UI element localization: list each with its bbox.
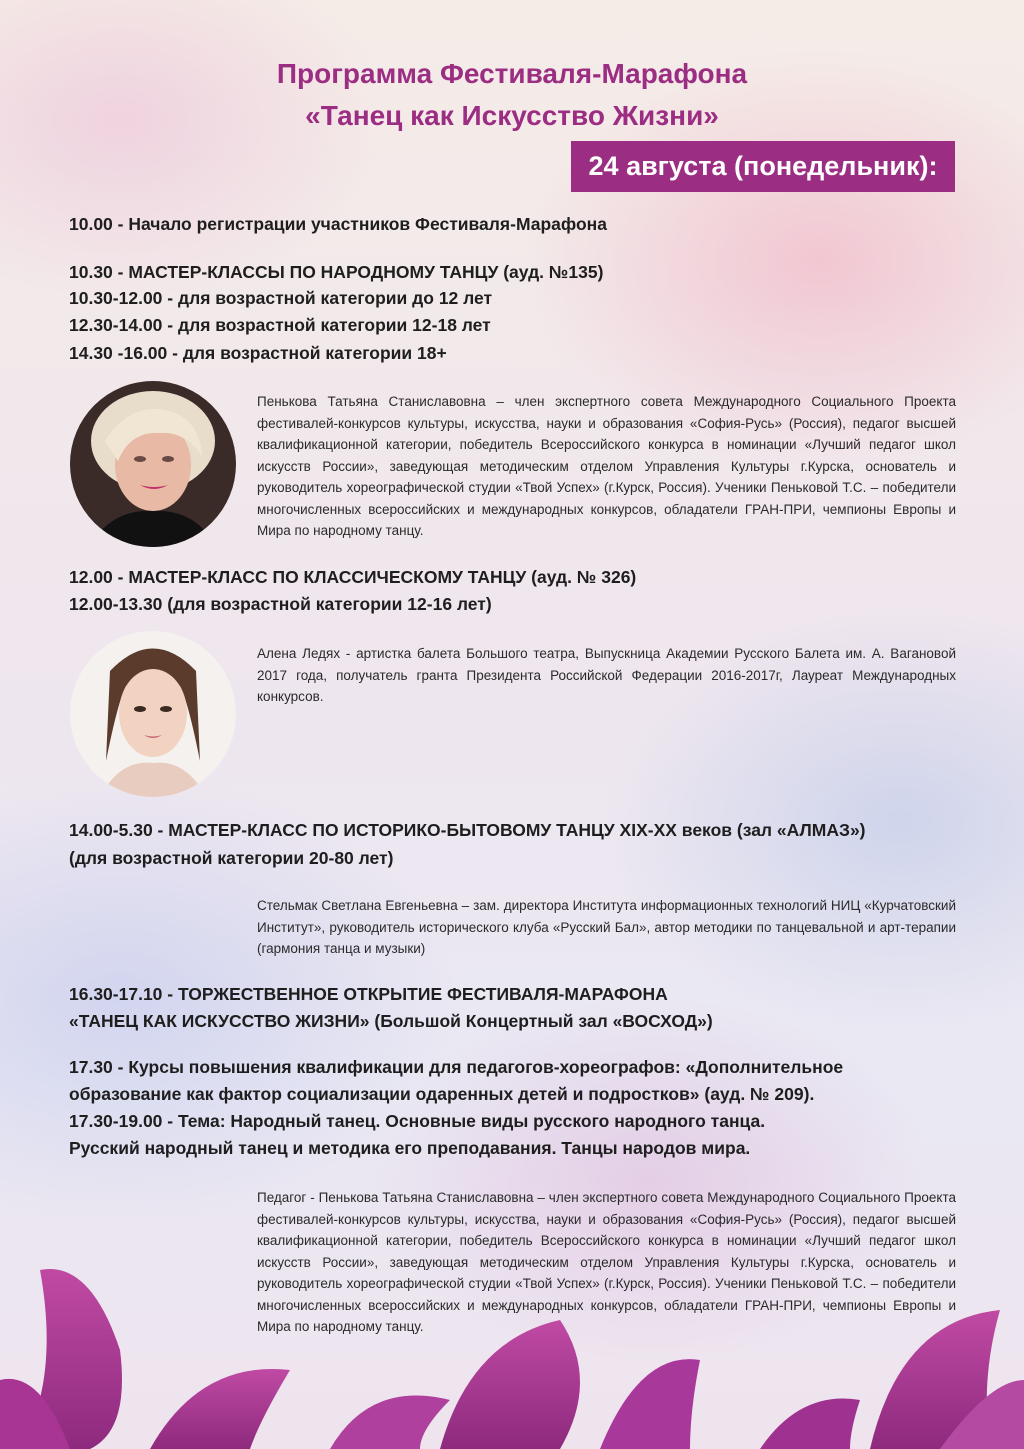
courses-instructor-bio: Педагог - Пенькова Татьяна Станиславовна – член экспертного совета Международного Социального Проекта фестивалей-конкурсов культуры, искусства, науки и образования «София-Русь» (Россия), педагог высшей квалификационной категории, победитель Всероссийского конкурса в номинации «Лучший педагог школ искусств России», заведующая методическим отделом Управления Культуры г.Курска, основатель и руководитель хореографической студии «Твой Успех» (г.Курск, Россия). Ученики Пеньковой Т.С. – победители многочисленных всероссийских и международных конкурсов, обладатели ГРАН-ПРИ, чемпионы Европы и Мира по народному танцу. bbox=[257, 1190, 956, 1334]
courses-line-4: Русский народный танец и методика его преподавания. Танцы народов мира. bbox=[69, 1138, 751, 1158]
historic-masterclass-title: 14.00-5.30 - МАСТЕР-КЛАСС ПО ИСТОРИКО-БЫТОВОМУ ТАНЦУ XIX-XX веков (зал «АЛМАЗ») bbox=[69, 820, 866, 840]
date-badge: 24 августа (понедельник): bbox=[571, 141, 955, 192]
classic-masterclass-title: 12.00 - МАСТЕР-КЛАСС ПО КЛАССИЧЕСКОМУ ТАНЦУ (ауд. № 326) bbox=[69, 567, 637, 587]
portrait-ledyakh bbox=[70, 631, 236, 797]
folk-masterclass-title: 10.30 - МАСТЕР-КЛАССЫ ПО НАРОДНОМУ ТАНЦУ (ауд. №135) bbox=[69, 262, 604, 282]
folk-slot-1: 10.30-12.00 - для возрастной категории до 12 лет bbox=[69, 288, 493, 308]
courses-line-2: образование как фактор социализации одаренных детей и подростков» (ауд. № 209). bbox=[69, 1084, 815, 1104]
folk-instructor-bio: Пенькова Татьяна Станиславовна – член экспертного совета Международного Социального Проекта фестивалей-конкурсов культуры, искусства, науки и образования «София-Русь» (Россия), педагог высшей квалификационной категории, победитель Всероссийского конкурса в номинации «Лучший педагог школ искусств России», заведующая методическим отделом Управления Культуры г.Курска, основатель и руководитель хореографической студии «Твой Успех» (г.Курск, Россия). Ученики Пеньковой Т.С. – победители многочисленных всероссийских и международных конкурсов, обладатели ГРАН-ПРИ, чемпионы Европы и Мира по народному танцу. bbox=[257, 394, 956, 538]
opening-line-2: «ТАНЕЦ КАК ИСКУССТВО ЖИЗНИ» (Большой Концертный зал «ВОСХОД») bbox=[69, 1011, 713, 1031]
registration-line: 10.00 - Начало регистрации участников Фестиваля-Марафона bbox=[69, 214, 607, 234]
folk-slot-3: 14.30 -16.00 - для возрастной категории 18+ bbox=[69, 343, 447, 363]
page-title: Программа Фестиваля-Марафона bbox=[276, 58, 748, 89]
historic-slot: (для возрастной категории 20-80 лет) bbox=[69, 848, 394, 868]
opening-line-1: 16.30-17.10 - ТОРЖЕСТВЕННОЕ ОТКРЫТИЕ ФЕСТИВАЛЯ-МАРАФОНА bbox=[69, 984, 668, 1004]
classic-slot: 12.00-13.30 (для возрастной категории 12-16 лет) bbox=[69, 594, 492, 614]
historic-instructor-bio: Стельмак Светлана Евгеньевна – зам. директора Института информационных технологий НИЦ «Курчатовский Институт», руководитель исторического клуба «Русский Бал», автор методики по танцевальной и арт-терапии (гармония танца и музыки) bbox=[257, 898, 956, 956]
courses-line-1: 17.30 - Курсы повышения квалификации для педагогов-хореографов: «Дополнительное bbox=[69, 1057, 844, 1077]
courses-line-3: 17.30-19.00 - Тема: Народный танец. Основные виды русского народного танца. bbox=[69, 1111, 766, 1131]
festival-name: «Танец как Искусство Жизни» bbox=[305, 100, 719, 131]
portrait-penkova bbox=[70, 381, 236, 547]
classic-instructor-bio: Алена Ледях - артистка балета Большого театра, Выпускница Академии Русского Балета им. А. Вагановой 2017 года, получатель гранта Президента Российской Федерации 2016-2017г, Лауреат Международных конкурсов. bbox=[257, 646, 956, 704]
folk-slot-2: 12.30-14.00 - для возрастной категории 12-18 лет bbox=[69, 315, 491, 335]
